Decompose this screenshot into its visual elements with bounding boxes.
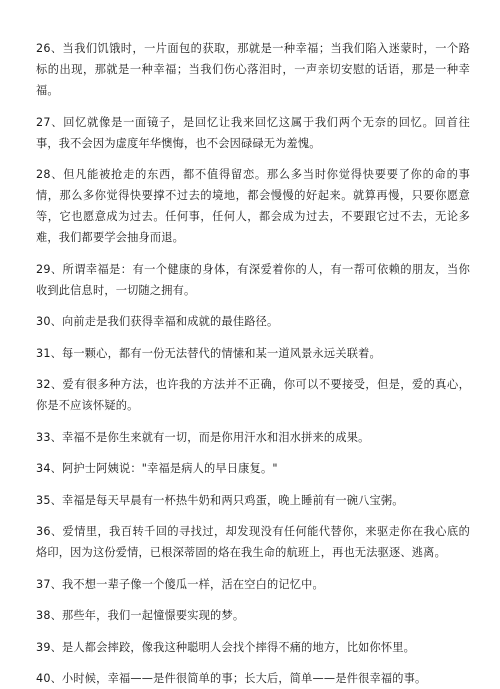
entry-26: 26、当我们饥饿时，一片面包的获取，那就是一种幸福；当我们陷入迷蒙时，一个路标的出现，那就是一种幸福；当我们伤心落泪时，一声亲切安慰的话语，那是一种幸福。 (36, 42, 470, 97)
entry-37: 37、我不想一辈子像一个傻瓜一样，活在空白的记忆中。 (36, 577, 324, 591)
entry-39: 39、是人都会摔跤，像我这种聪明人会找个摔得不痛的地方，比如你怀里。 (36, 640, 416, 654)
entry-29: 29、所谓幸福是：有一个健康的身体，有深爱着你的人，有一帮可依赖的朋友，当你收到此信息时，一切随之拥有。 (36, 262, 470, 297)
entry-33: 33、幸福不是你生来就有一切，而是你用汗水和泪水拼来的成果。 (36, 430, 370, 444)
entry-40: 40、小时候，幸福——是件很简单的事；长大后，简单——是件很幸福的事。 (36, 672, 427, 685)
entry-28: 28、但凡能被抢走的东西，都不值得留恋。那么多当时你觉得快要要了你的命的事情，那么多你觉得快要撑不过去的境地，都会慢慢的好起来。就算再慢，只要你愿意等，它也愿意成为过去。任何事，任何人，都会成为过去，不要跟它过不去，无论多难，我们都要学会抽身而退。 (36, 168, 470, 244)
entry-38: 38、那些年，我们一起憧憬要实现的梦。 (36, 609, 245, 622)
entry-27: 27、回忆就像是一面镜子，是回忆让我来回忆这属于我们两个无奈的回忆。回首往事，我不会因为虚度年华懊悔，也不会因碌碌无为羞愧。 (36, 115, 470, 150)
entry-32: 32、爱有很多种方法，也许我的方法并不正确，你可以不要接受，但是，爱的真心，你是不应该怀疑的。 (36, 378, 470, 412)
entry-31: 31、每一颗心，都有一份无法替代的情愫和某一道风景永远关联着。 (36, 346, 381, 360)
entry-34: 34、阿护士阿姨说："幸福是病人的早日康复。" (36, 462, 278, 475)
entry-36: 36、爱情里，我百转千回的寻找过，却发现没有任何能代替你，来驱走你在我心底的烙印，因为这份爱情，已根深蒂固的烙在我生命的航班上，再也无法驱逐、逃离。 (36, 525, 470, 559)
entry-30: 30、向前走是我们获得幸福和成就的最佳路径。 (36, 315, 279, 328)
entry-35: 35、幸福是每天早晨有一杯热牛奶和两只鸡蛋，晚上睡前有一碗八宝粥。 (36, 493, 404, 507)
